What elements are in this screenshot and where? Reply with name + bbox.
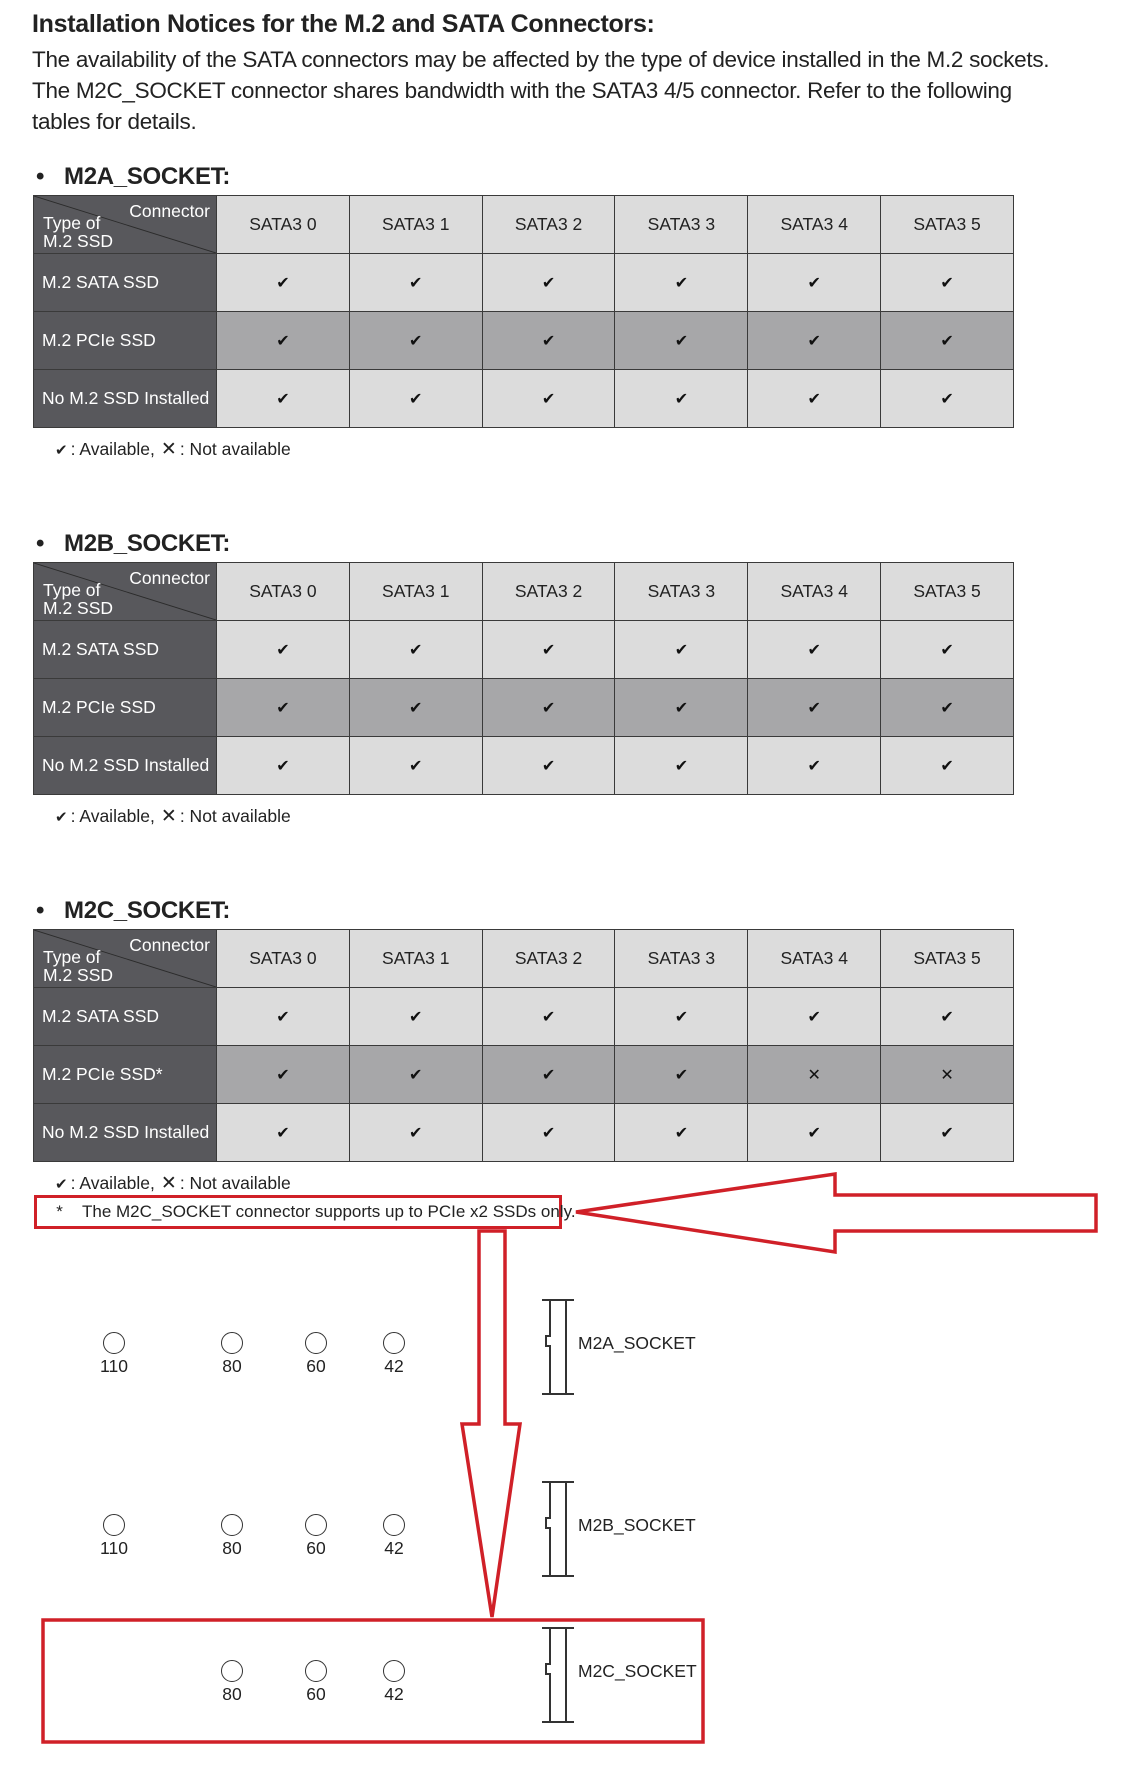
check-icon: ✔ — [881, 679, 1014, 737]
socket-label: M2B_SOCKET — [578, 1515, 696, 1535]
check-icon: ✔ — [55, 809, 68, 826]
length-label: 42 — [384, 1538, 404, 1558]
type-axis-label: Type of M.2 SSD — [43, 213, 114, 251]
column-header: SATA3 5 — [881, 196, 1014, 254]
row-label: M.2 SATA SSD — [34, 254, 217, 312]
check-icon: ✔ — [615, 1104, 748, 1162]
socket-label: M2A_SOCKET — [578, 1333, 696, 1353]
check-icon: ✔ — [881, 370, 1014, 428]
check-icon: ✔ — [881, 737, 1014, 795]
column-header: SATA3 2 — [482, 930, 615, 988]
table-row — [34, 988, 1014, 1046]
check-icon: ✔ — [217, 679, 350, 737]
column-header: SATA3 0 — [217, 930, 350, 988]
cross-icon: ✕ — [160, 1173, 177, 1194]
check-icon: ✔ — [881, 621, 1014, 679]
length-label: 80 — [222, 1684, 242, 1704]
table-row — [34, 312, 1014, 370]
column-header: SATA3 1 — [349, 196, 482, 254]
check-icon: ✔ — [881, 254, 1014, 312]
page-title: Installation Notices for the M.2 and SATA Connectors: — [32, 10, 655, 38]
compat-table-m2b — [33, 562, 1014, 795]
intro-line: The availability of the SATA connectors may be affected by the type of device installed in the M.2 sockets. — [32, 47, 1050, 72]
check-icon: ✔ — [615, 254, 748, 312]
column-header: SATA3 4 — [748, 930, 881, 988]
mounting-hole — [383, 1514, 405, 1536]
mounting-hole — [305, 1660, 327, 1682]
cross-icon: ✕ — [160, 439, 177, 460]
mounting-hole — [103, 1332, 125, 1354]
check-icon: ✔ — [482, 621, 615, 679]
cross-icon: ✕ — [881, 1046, 1014, 1104]
check-icon: ✔ — [349, 679, 482, 737]
section-heading-m2b: • M2B_SOCKET: — [36, 530, 231, 557]
corner-header — [34, 930, 217, 988]
check-icon: ✔ — [217, 1046, 350, 1104]
check-icon: ✔ — [881, 1104, 1014, 1162]
check-icon: ✔ — [217, 988, 350, 1046]
legend: ✔ : Available, ✕ : Not available — [55, 806, 291, 827]
left-arrow — [576, 1174, 1096, 1252]
check-icon: ✔ — [349, 1104, 482, 1162]
footnote-highlight-box — [34, 1195, 576, 1229]
check-icon: ✔ — [217, 737, 350, 795]
m2-slot-icon — [540, 1480, 576, 1578]
header-row — [34, 563, 1014, 621]
check-icon: ✔ — [615, 988, 748, 1046]
check-icon: ✔ — [615, 679, 748, 737]
m2-slot-icon — [540, 1626, 576, 1724]
check-icon: ✔ — [615, 370, 748, 428]
type-axis-label: Type of M.2 SSD — [43, 947, 114, 985]
check-icon: ✔ — [482, 988, 615, 1046]
row-label: No M.2 SSD Installed — [34, 1104, 217, 1162]
intro-paragraph — [32, 44, 1050, 137]
length-label: 42 — [384, 1356, 404, 1376]
check-icon: ✔ — [482, 737, 615, 795]
section-heading-m2a: • M2A_SOCKET: — [36, 163, 231, 190]
check-icon: ✔ — [482, 679, 615, 737]
legend: ✔ : Available, ✕ : Not available — [55, 1173, 291, 1194]
corner-header — [34, 196, 217, 254]
header-row — [34, 196, 1014, 254]
footnote-text: The M2C_SOCKET connector supports up to PCIe x2 SSDs only. — [82, 1202, 576, 1221]
mounting-hole — [103, 1514, 125, 1536]
table-row — [34, 1046, 1014, 1104]
legend: ✔ : Available, ✕ : Not available — [55, 439, 291, 460]
column-header: SATA3 5 — [881, 930, 1014, 988]
row-label: M.2 SATA SSD — [34, 621, 217, 679]
check-icon: ✔ — [748, 679, 881, 737]
row-label: No M.2 SSD Installed — [34, 370, 217, 428]
mounting-hole — [221, 1660, 243, 1682]
column-header: SATA3 3 — [615, 196, 748, 254]
m2-slot-icon — [540, 1298, 576, 1396]
mounting-hole — [221, 1332, 243, 1354]
cross-icon: ✕ — [748, 1046, 881, 1104]
check-icon: ✔ — [748, 1104, 881, 1162]
mounting-hole — [383, 1660, 405, 1682]
cross-icon: ✕ — [160, 806, 177, 827]
check-icon: ✔ — [349, 988, 482, 1046]
check-icon: ✔ — [217, 621, 350, 679]
check-icon: ✔ — [482, 370, 615, 428]
footnote-marker: * — [56, 1202, 63, 1221]
column-header: SATA3 0 — [217, 563, 350, 621]
check-icon: ✔ — [615, 737, 748, 795]
mounting-hole — [383, 1332, 405, 1354]
intro-line: The M2C_SOCKET connector shares bandwidth with the SATA3 4/5 connector. Refer to the following — [32, 78, 1012, 103]
row-label: M.2 SATA SSD — [34, 988, 217, 1046]
check-icon: ✔ — [881, 312, 1014, 370]
column-header: SATA3 4 — [748, 563, 881, 621]
column-header: SATA3 2 — [482, 196, 615, 254]
check-icon: ✔ — [349, 254, 482, 312]
row-label: M.2 PCIe SSD* — [34, 1046, 217, 1104]
length-label: 80 — [222, 1356, 242, 1376]
table-row — [34, 737, 1014, 795]
check-icon: ✔ — [748, 370, 881, 428]
length-label: 60 — [306, 1538, 326, 1558]
row-label: M.2 PCIe SSD — [34, 312, 217, 370]
check-icon: ✔ — [482, 254, 615, 312]
check-icon: ✔ — [349, 737, 482, 795]
length-label: 60 — [306, 1356, 326, 1376]
check-icon: ✔ — [482, 1046, 615, 1104]
check-icon: ✔ — [748, 621, 881, 679]
column-header: SATA3 1 — [349, 930, 482, 988]
length-label: 80 — [222, 1538, 242, 1558]
table-row — [34, 1104, 1014, 1162]
column-header: SATA3 0 — [217, 196, 350, 254]
row-label: M.2 PCIe SSD — [34, 679, 217, 737]
connector-axis-label: Connector — [129, 568, 210, 588]
check-icon: ✔ — [748, 737, 881, 795]
check-icon: ✔ — [55, 442, 68, 459]
mounting-hole — [305, 1332, 327, 1354]
length-label: 42 — [384, 1684, 404, 1704]
check-icon: ✔ — [217, 370, 350, 428]
down-arrow — [462, 1231, 520, 1617]
column-header: SATA3 3 — [615, 930, 748, 988]
column-header: SATA3 3 — [615, 563, 748, 621]
check-icon: ✔ — [482, 312, 615, 370]
mounting-hole — [305, 1514, 327, 1536]
check-icon: ✔ — [615, 621, 748, 679]
table-row — [34, 621, 1014, 679]
check-icon: ✔ — [55, 1176, 68, 1193]
check-icon: ✔ — [349, 370, 482, 428]
check-icon: ✔ — [217, 1104, 350, 1162]
compat-table-m2a — [33, 195, 1014, 428]
check-icon: ✔ — [615, 1046, 748, 1104]
length-label: 110 — [100, 1356, 128, 1376]
socket-label: M2C_SOCKET — [578, 1661, 697, 1681]
column-header: SATA3 4 — [748, 196, 881, 254]
check-icon: ✔ — [748, 254, 881, 312]
table-row — [34, 254, 1014, 312]
column-header: SATA3 2 — [482, 563, 615, 621]
intro-line: tables for details. — [32, 109, 197, 134]
column-header: SATA3 1 — [349, 563, 482, 621]
check-icon: ✔ — [615, 312, 748, 370]
check-icon: ✔ — [349, 1046, 482, 1104]
length-label: 110 — [100, 1538, 128, 1558]
header-row — [34, 930, 1014, 988]
check-icon: ✔ — [217, 312, 350, 370]
section-heading-m2c: • M2C_SOCKET: — [36, 897, 231, 924]
connector-axis-label: Connector — [129, 935, 210, 955]
check-icon: ✔ — [217, 254, 350, 312]
check-icon: ✔ — [349, 312, 482, 370]
mounting-hole — [221, 1514, 243, 1536]
compat-table-m2c — [33, 929, 1014, 1162]
table-row — [34, 370, 1014, 428]
check-icon: ✔ — [881, 988, 1014, 1046]
table-row — [34, 679, 1014, 737]
check-icon: ✔ — [748, 312, 881, 370]
row-label: No M.2 SSD Installed — [34, 737, 217, 795]
type-axis-label: Type of M.2 SSD — [43, 580, 114, 618]
length-label: 60 — [306, 1684, 326, 1704]
check-icon: ✔ — [349, 621, 482, 679]
corner-header — [34, 563, 217, 621]
check-icon: ✔ — [482, 1104, 615, 1162]
check-icon: ✔ — [748, 988, 881, 1046]
column-header: SATA3 5 — [881, 563, 1014, 621]
connector-axis-label: Connector — [129, 201, 210, 221]
